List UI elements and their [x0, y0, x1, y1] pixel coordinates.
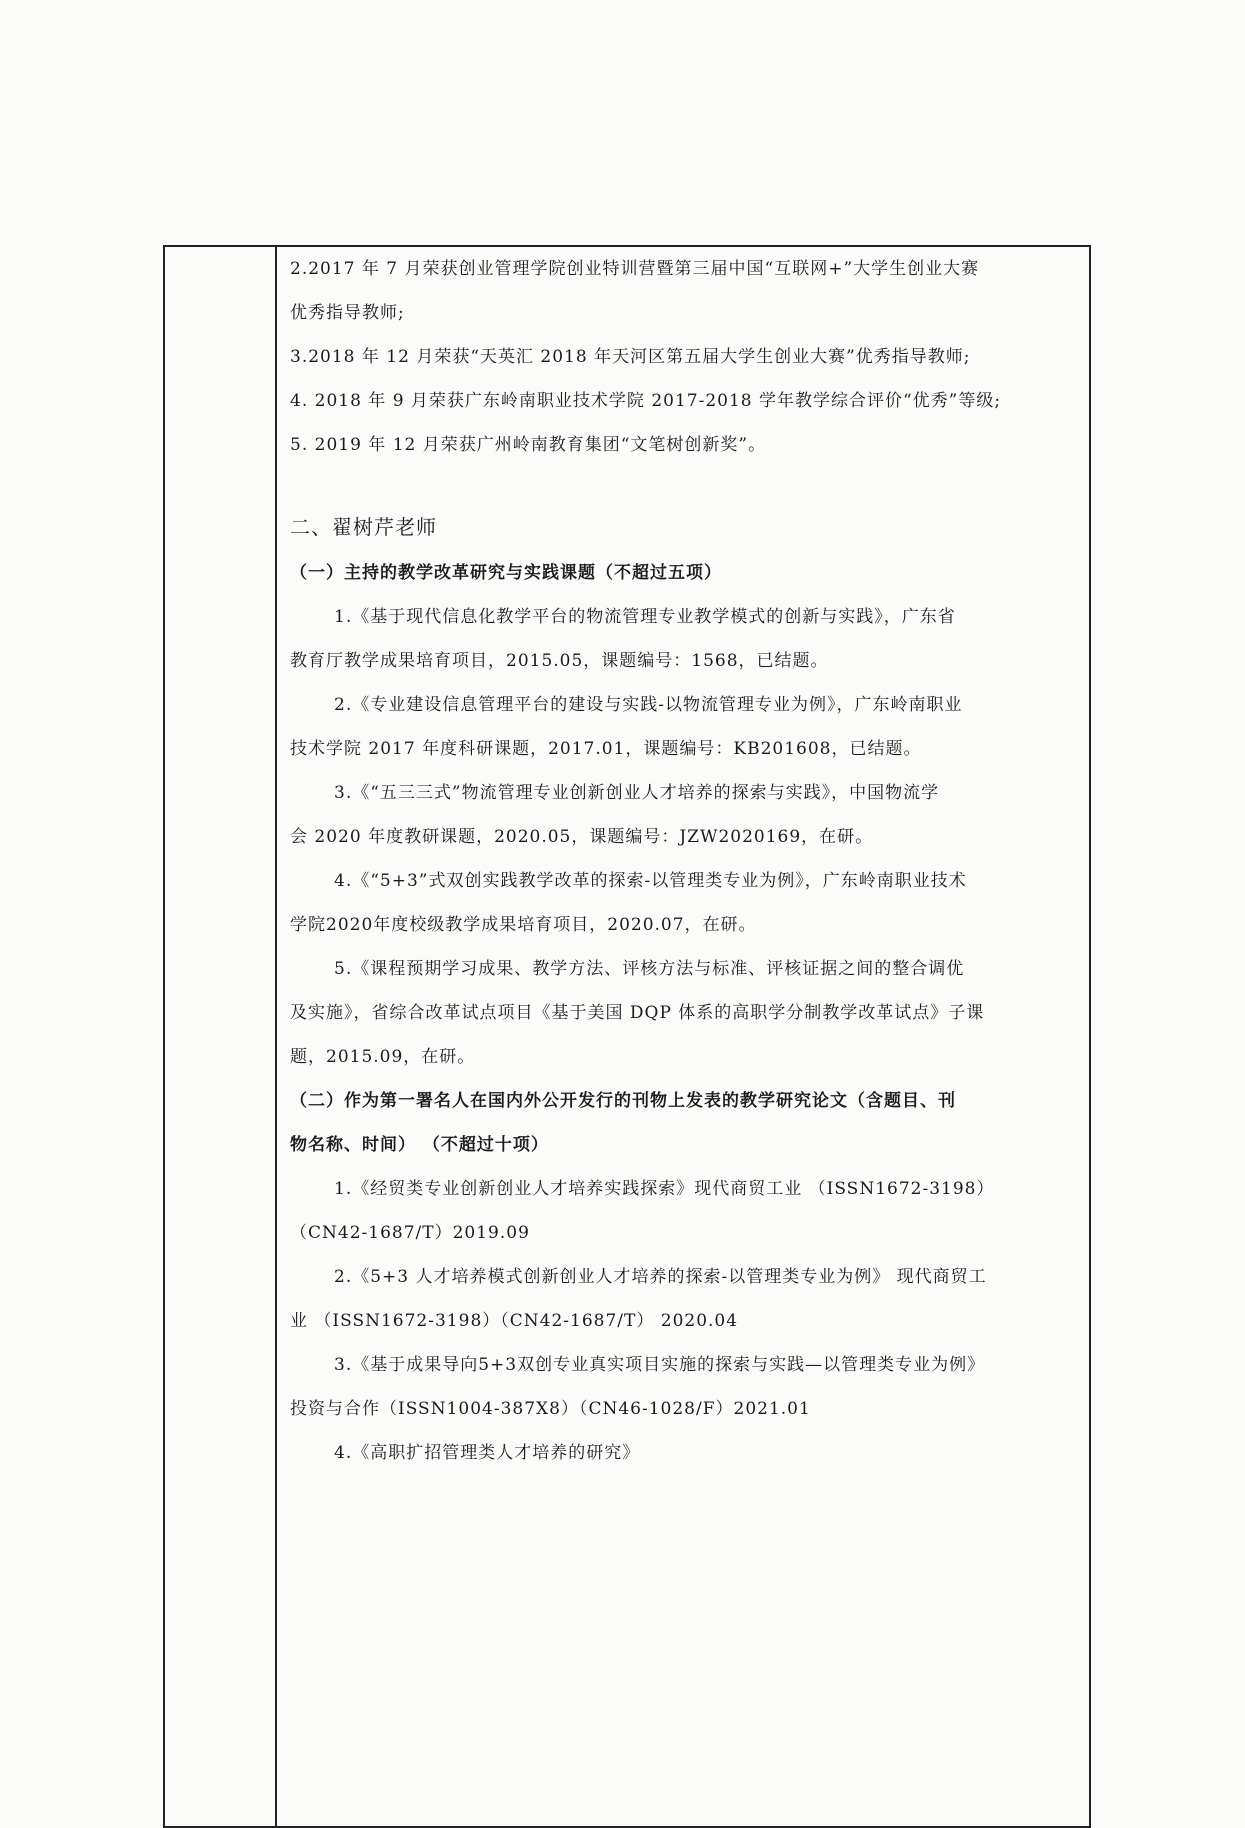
form-label-column — [165, 247, 277, 1826]
paper-4-line-1: 4.《高职扩招管理类人才培养的研究》 — [334, 1443, 641, 1463]
project-3-line-1: 3.《“五三三式”物流管理专业创新创业人才培养的探索与实践》，中国物流学 — [334, 783, 940, 803]
project-5-line-3: 题，2015.09，在研。 — [290, 1047, 476, 1067]
project-5-line-1: 5.《课程预期学习成果、教学方法、评核方法与标准、评核证据之间的整合调优 — [334, 959, 965, 979]
project-4-line-2: 学院2020年度校级教学成果培育项目，2020.07，在研。 — [290, 915, 757, 935]
section-heading-teacher: 二、翟树芹老师 — [290, 515, 437, 539]
project-1-line-2: 教育厅教学成果培育项目，2015.05，课题编号：1568，已结题。 — [290, 651, 829, 671]
project-3-line-2: 会 2020 年度教研课题，2020.05，课题编号：JZW2020169，在研。 — [290, 827, 874, 847]
paper-3-line-1: 3.《基于成果导向5+3双创专业真实项目实施的探索与实践—以管理类专业为例》 — [334, 1355, 986, 1375]
project-2-line-1: 2.《专业建设信息管理平台的建设与实践-以物流管理专业为例》，广东岭南职业 — [334, 695, 963, 715]
award-item-5: 5. 2019 年 12 月荣获广州岭南教育集团“文笔树创新奖”。 — [290, 435, 767, 455]
award-item-2-line-1: 2.2017 年 7 月荣获创业管理学院创业特训营暨第三届中国“互联网+”大学生创业大赛 — [290, 259, 980, 279]
award-item-4: 4. 2018 年 9 月荣获广东岭南职业技术学院 2017-2018 学年教学综合评价“优秀”等级; — [290, 391, 1002, 411]
form-content-cell — [290, 247, 1081, 1475]
subsection-heading-papers-line-1: （二）作为第一署名人在国内外公开发行的刊物上发表的教学研究论文（含题目、刊 — [290, 1091, 956, 1111]
paper-2-line-2: 业 （ISSN1672-3198）（CN42-1687/T） 2020.04 — [290, 1311, 739, 1331]
paper-2-line-1: 2.《5+3 人才培养模式创新创业人才培养的探索-以管理类专业为例》 现代商贸工 — [334, 1267, 987, 1287]
award-item-3: 3.2018 年 12 月荣获“天英汇 2018 年天河区第五届大学生创业大赛”优秀指导教师; — [290, 347, 971, 367]
subsection-heading-papers-line-2: 物名称、时间） （不超过十项） — [290, 1135, 549, 1155]
paper-3-line-2: 投资与合作（ISSN1004-387X8）（CN46-1028/F）2021.01 — [290, 1399, 811, 1419]
project-5-line-2: 及实施》，省综合改革试点项目《基于美国 DQP 体系的高职学分制教学改革试点》子课 — [290, 1003, 985, 1023]
form-table — [163, 245, 1091, 1828]
subsection-heading-projects: （一）主持的教学改革研究与实践课题（不超过五项） — [290, 563, 722, 583]
paper-1-line-2: （CN42-1687/T）2019.09 — [290, 1223, 530, 1243]
award-item-2-line-2: 优秀指导教师; — [290, 303, 405, 323]
project-2-line-2: 技术学院 2017 年度科研课题，2017.01，课题编号：KB201608，已结题。 — [290, 739, 922, 759]
paper-1-line-1: 1.《经贸类专业创新创业人才培养实践探索》现代商贸工业 （ISSN1672-3198） — [334, 1179, 995, 1199]
project-1-line-1: 1.《基于现代信息化教学平台的物流管理专业教学模式的创新与实践》，广东省 — [334, 607, 956, 627]
project-4-line-1: 4.《“5+3”式双创实践教学改革的探索-以管理类专业为例》，广东岭南职业技术 — [334, 871, 967, 891]
